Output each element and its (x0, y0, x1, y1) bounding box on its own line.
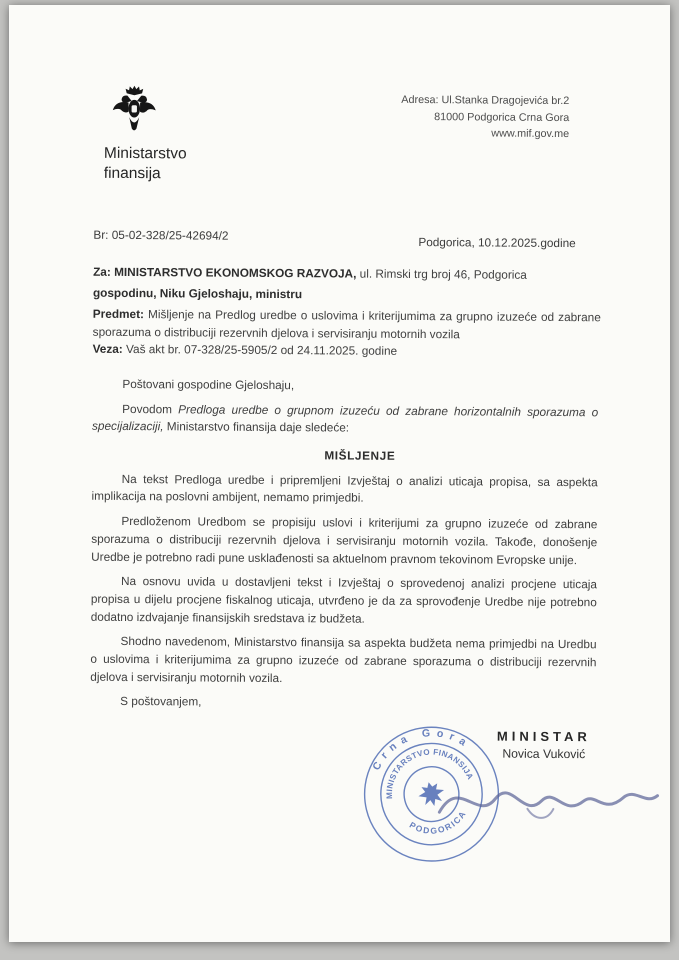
ministry-name (104, 144, 187, 185)
document-page (9, 5, 670, 942)
veza-text: Vaš akt br. 07-328/25-5905/2 od 24.11.2025. godine (122, 341, 398, 358)
recipient-person: gospodinu, Niku Gjeloshaju, ministru (92, 285, 303, 301)
document-content (2, 3, 670, 945)
closing-salutation: S poštovanjem, (120, 694, 202, 709)
recipient-line-person (93, 282, 605, 306)
opinion-heading: MIŠLJENJE (324, 448, 396, 463)
body-paragraph-3: Na osnovu uvida u dostavljeni tekst i Izvještaj o sprovedenoj analizi procjene uticaja propisa u dijelu procjene fiskalnog uticaja, utvrđeno je da za sprovođenje Uredbe nije potrebno dodatno izdvajanje finansijskih sredstava iz budžeta. (90, 574, 598, 626)
veza-label: Veza: (92, 341, 123, 356)
body-paragraph-4: Shodno navedenom, Ministarstvo finansija sa aspekta budžeta nema primjedbi na Uredbu o uslovima i kriterijumima za grupno izuzeće od zabrane sporazuma o distribuciji rezervnih djelova i servisiranju motornih vozila. (90, 634, 597, 685)
address-line-city: 81000 Podgorica Crna Gora (434, 110, 570, 124)
recipient-org: Za: MINISTARSTVO EKONOMSKOG RAZVOJA, (93, 264, 357, 281)
subject-label: Predmet: (92, 306, 145, 322)
recipient-org-address: ul. Rimski trg broj 46, Podgorica (356, 266, 527, 282)
handwritten-signature-icon (431, 750, 664, 848)
place-and-date: Podgorica, 10.12.2025.godine (418, 235, 576, 251)
address-line-street: Adresa: Ul.Stanka Dragojevića br.2 (401, 93, 570, 108)
intro-post: Ministarstvo finansija daje sledeće: (163, 419, 350, 435)
body-paragraph-2: Predloženom Uredbom se propisiju uslovi i kriterijumi za grupno izuzeće od zabrane sporazuma o distribuciji rezervnih djelova i servisiranju motornih vozila. Takođe, donošenje Uredbe je potrebno radi pune usklađenosti sa aktuelnom pravnom tekovinom Evropske unije. (91, 514, 598, 567)
ministry-name-line2: finansija (103, 164, 161, 183)
recipient-block (93, 262, 605, 307)
subject-line (93, 306, 601, 345)
minister-title: MINISTAR (496, 728, 591, 745)
subject-text: Mišljenje na Predlog uredbe o uslovima i kriterijumima za grupno izuzeće od zabrane sporazuma o distribuciji rezervnih djelova i servisiranju motornih vozila (92, 307, 601, 341)
stamp-city-text: PODGORICA (407, 808, 469, 836)
veza-line (93, 342, 601, 360)
intro-pre: Povodom (122, 401, 179, 417)
reference-number: Br: 05-02-328/25-42694/2 (93, 227, 229, 243)
stamp-ministry-text: MINISTARSTVO FINANSIJA (384, 747, 476, 800)
body-paragraph-1: Na tekst Predloga uredbe i pripremljeni Izvještaj o analizi uticaja propisa, sa aspekta implikacija na poslovni ambijent, nemamo primjedbi. (91, 471, 598, 506)
minister-name: Novica Vuković (502, 746, 586, 762)
salutation: Poštovani gospodine Gjeloshaju, (122, 376, 295, 393)
intro-paragraph (92, 400, 598, 439)
intro-italic: Predloga uredbe o grupnom izuzeću od zabrane horizontalnih sporazuma o specijalizaciji, (92, 402, 599, 434)
address-line-website: www.mif.gov.me (491, 127, 570, 141)
reference-row (93, 227, 613, 251)
stamp-country-text: Crna Gora (370, 727, 474, 773)
address-block (401, 92, 569, 143)
letter-body (90, 376, 598, 722)
coat-of-arms-icon (111, 84, 157, 141)
ministry-name-line1: Ministarstvo (103, 144, 187, 163)
